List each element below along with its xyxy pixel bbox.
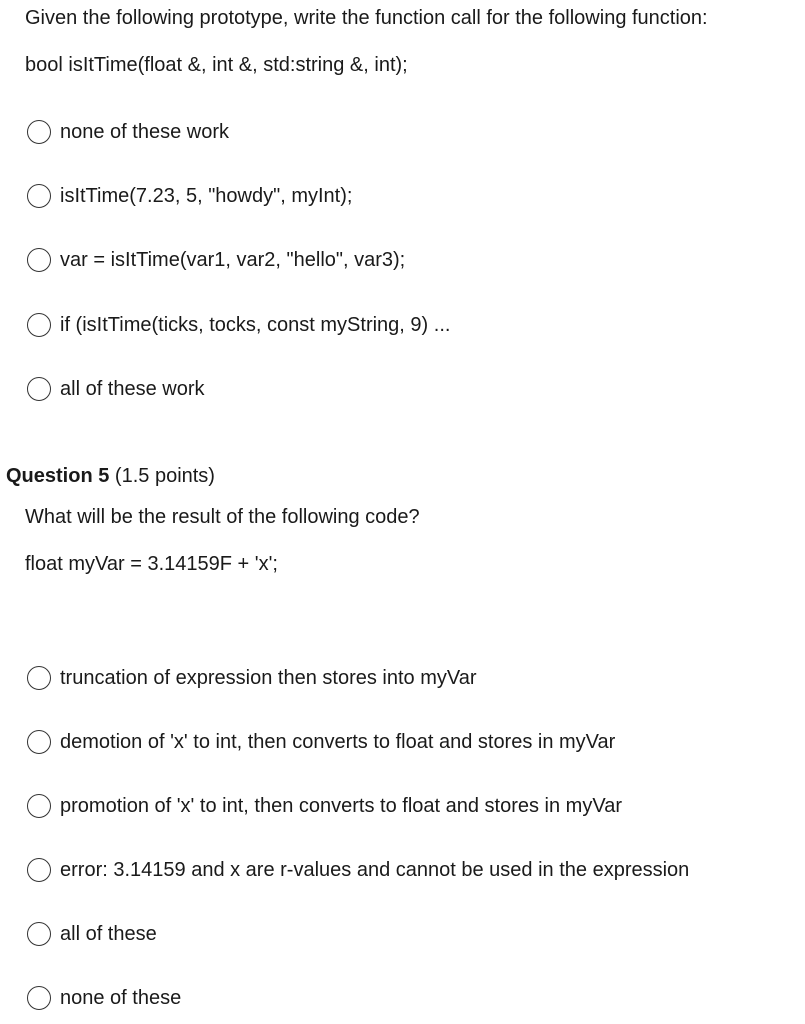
q5-option-6[interactable] bbox=[27, 984, 181, 1012]
q5-option-4-label: error: 3.14159 and x are r-values and cannot be used in the expression bbox=[60, 859, 690, 881]
radio-button[interactable] bbox=[27, 313, 51, 337]
q4-option-2[interactable] bbox=[27, 182, 352, 210]
radio-button[interactable] bbox=[27, 666, 51, 690]
radio-button[interactable] bbox=[27, 248, 51, 272]
q5-title: Question 5 bbox=[6, 465, 110, 487]
radio-button[interactable] bbox=[27, 794, 51, 818]
q5-option-4[interactable] bbox=[27, 856, 689, 884]
q4-option-4-label: if (isItTime(ticks, tocks, const myString, 9) ... bbox=[60, 314, 451, 336]
radio-button[interactable] bbox=[27, 730, 51, 754]
q4-prototype: bool isItTime(float &, int &, std:string &, int); bbox=[25, 54, 408, 76]
q5-option-2-label: demotion of 'x' to int, then converts to float and stores in myVar bbox=[60, 731, 616, 753]
q5-header bbox=[6, 463, 215, 489]
radio-button[interactable] bbox=[27, 377, 51, 401]
q4-option-2-label: isItTime(7.23, 5, "howdy", myInt); bbox=[60, 185, 353, 207]
q4-prompt: Given the following prototype, write the function call for the following function: bbox=[25, 7, 708, 29]
radio-button[interactable] bbox=[27, 922, 51, 946]
q5-option-2[interactable] bbox=[27, 728, 615, 756]
q5-option-1-label: truncation of expression then stores into myVar bbox=[60, 667, 477, 689]
q5-option-5[interactable] bbox=[27, 920, 157, 948]
q4-option-4[interactable] bbox=[27, 311, 450, 339]
q5-option-5-label: all of these bbox=[60, 923, 157, 945]
radio-button[interactable] bbox=[27, 184, 51, 208]
q4-option-1[interactable] bbox=[27, 118, 229, 146]
q4-option-5[interactable] bbox=[27, 375, 205, 403]
q5-option-3-label: promotion of 'x' to int, then converts to float and stores in myVar bbox=[60, 795, 622, 817]
q5-option-1[interactable] bbox=[27, 664, 477, 692]
q5-prompt: What will be the result of the following code? bbox=[25, 506, 420, 528]
radio-button[interactable] bbox=[27, 858, 51, 882]
q5-code: float myVar = 3.14159F + 'x'; bbox=[25, 553, 278, 575]
q5-points: (1.5 points) bbox=[114, 465, 215, 487]
q4-option-3-label: var = isItTime(var1, var2, "hello", var3); bbox=[60, 249, 406, 271]
q4-option-1-label: none of these work bbox=[60, 121, 229, 143]
q4-option-5-label: all of these work bbox=[60, 378, 205, 400]
radio-button[interactable] bbox=[27, 986, 51, 1010]
q5-option-6-label: none of these bbox=[60, 987, 182, 1009]
radio-button[interactable] bbox=[27, 120, 51, 144]
q5-option-3[interactable] bbox=[27, 792, 622, 820]
q4-option-3[interactable] bbox=[27, 246, 405, 274]
